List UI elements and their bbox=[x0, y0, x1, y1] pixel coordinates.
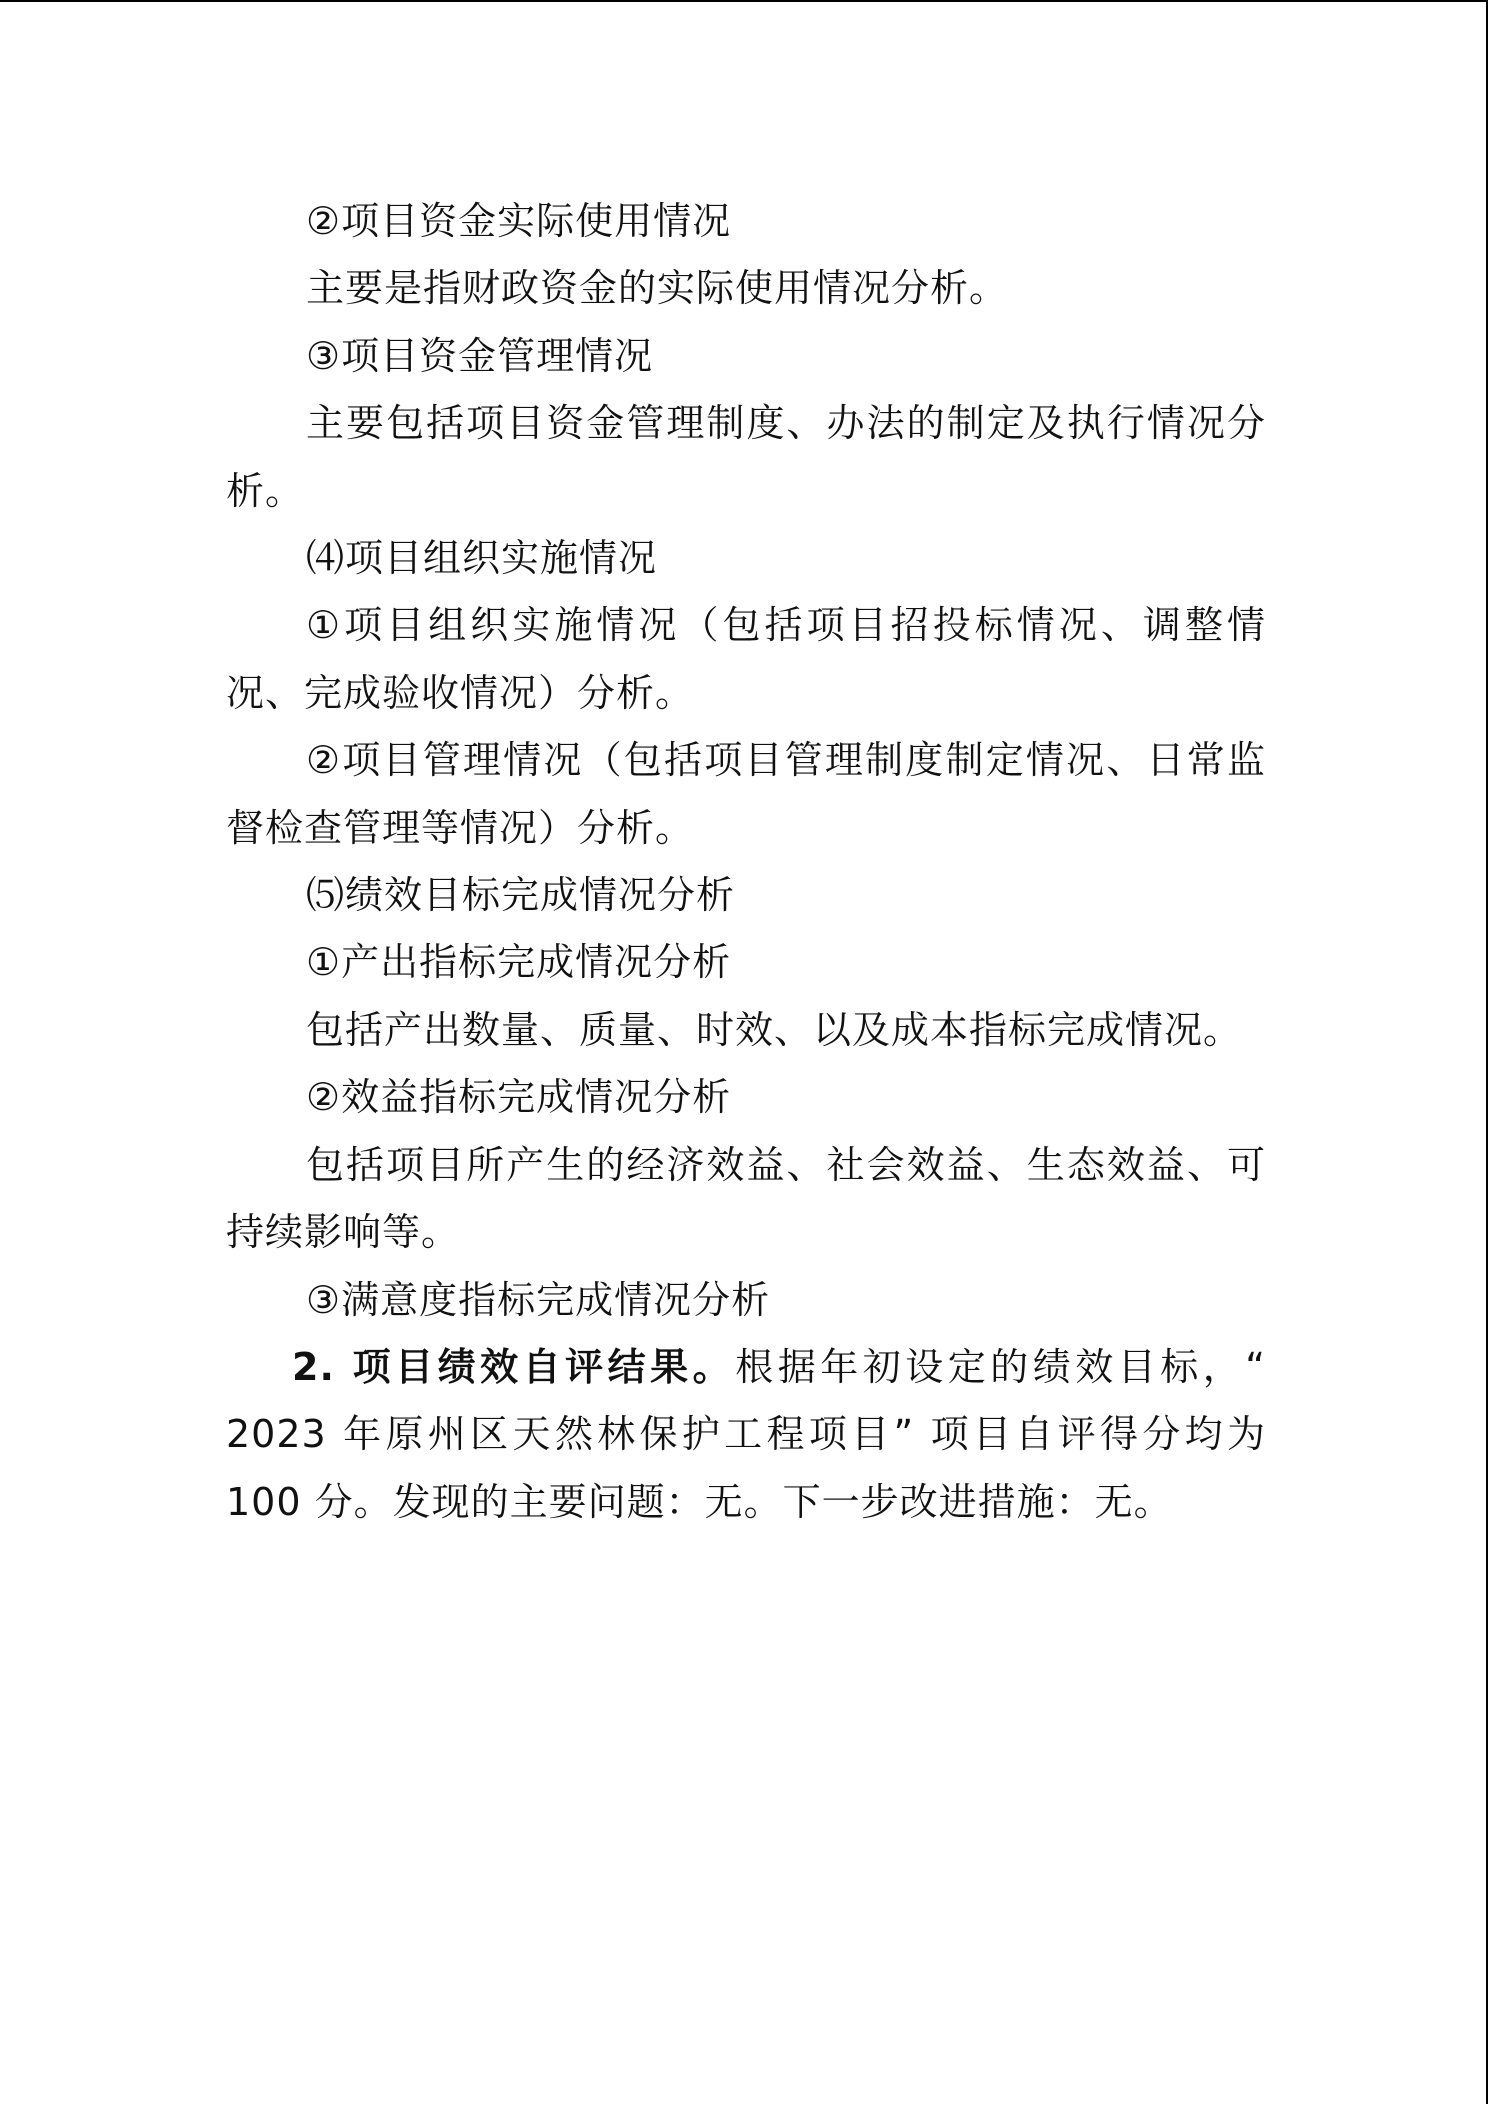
paragraph: ①产出指标完成情况分析 bbox=[306, 940, 732, 985]
document-body bbox=[226, 188, 1266, 1536]
result-heading: 2. 项目绩效自评结果。 bbox=[292, 1344, 736, 1389]
paragraph: ①项目组织实施情况（包括项目招投标情况、调整情况、完成验收情况）分析。 bbox=[226, 603, 1266, 715]
paragraph: ③项目资金管理情况 bbox=[306, 333, 654, 378]
result-paragraph bbox=[226, 1334, 1266, 1536]
paragraph: ②项目管理情况（包括项目管理制度制定情况、日常监督检查管理等情况）分析。 bbox=[226, 738, 1266, 850]
paragraph: 主要是指财政资金的实际使用情况分析。 bbox=[306, 266, 1009, 311]
paragraph: 包括产出数量、质量、时效、以及成本指标完成情况。 bbox=[306, 1007, 1243, 1052]
paragraph: ②项目资金实际使用情况 bbox=[306, 199, 732, 243]
paragraph: ②效益指标完成情况分析 bbox=[306, 1075, 732, 1120]
paragraph: 包括项目所产生的经济效益、社会效益、生态效益、可持续影响等。 bbox=[226, 1142, 1266, 1255]
section-heading: ⑷项目组织实施情况 bbox=[306, 536, 658, 581]
paragraph: 主要包括项目资金管理制度、办法的制定及执行情况分析。 bbox=[226, 401, 1266, 513]
result-body: 根据年初设定的绩效目标，“ 2023 年原州区天然林保护工程项目” 项目自评得分均为 100 分。发现的主要问题：无。下一步改进措施：无。 bbox=[226, 1344, 1266, 1524]
paragraph: ③满意度指标完成情况分析 bbox=[306, 1277, 771, 1322]
section-heading: ⑸绩效目标完成情况分析 bbox=[306, 873, 736, 918]
